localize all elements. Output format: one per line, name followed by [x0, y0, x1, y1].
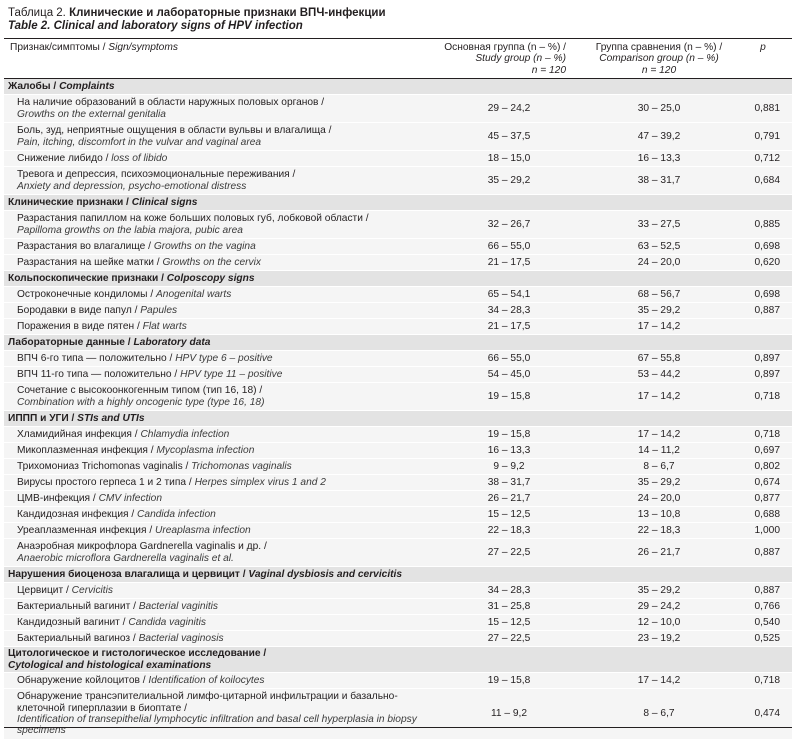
cell-study-group: 9 – 9,2 [434, 459, 584, 475]
row-label-ru: Бородавки в виде папул / [17, 305, 138, 317]
cell-study-group: 27 – 22,5 [434, 631, 584, 647]
cell-study-group: 15 – 12,5 [434, 507, 584, 523]
cell-study-group: 22 – 18,3 [434, 523, 584, 539]
cell-comparison-group: 8 – 6,7 [584, 689, 734, 740]
row-label [4, 211, 434, 239]
cell-study-group: 38 – 31,7 [434, 475, 584, 491]
section-title [4, 195, 792, 211]
row-label-en: CMV infection [98, 493, 162, 505]
table-row [4, 631, 792, 647]
cell-comparison-group: 30 – 25,0 [584, 95, 734, 123]
header-p: p [734, 39, 792, 79]
row-label [4, 491, 434, 507]
section-title-en: Cytological and histological examinations [8, 659, 212, 671]
section-title-ru: Нарушения биоценоза влагалища и цервицит / [8, 569, 246, 581]
table-row [4, 673, 792, 689]
row-label-en: HPV type 6 – positive [175, 353, 273, 365]
cell-comparison-group: 67 – 55,8 [584, 351, 734, 367]
row-label-ru: ВПЧ 6-го типа — положительно / [17, 353, 173, 365]
cell-comparison-group: 53 – 44,2 [584, 367, 734, 383]
row-label-en: Candida infection [137, 509, 216, 521]
cell-comparison-group: 17 – 14,2 [584, 319, 734, 335]
cell-p-value: 0,718 [734, 673, 792, 689]
table-row [4, 351, 792, 367]
cell-comparison-group: 47 – 39,2 [584, 123, 734, 151]
cell-study-group: 35 – 29,2 [434, 167, 584, 195]
cell-study-group: 34 – 28,3 [434, 303, 584, 319]
cell-p-value: 0,897 [734, 351, 792, 367]
row-label-en: Ureaplasma infection [155, 525, 251, 537]
table-bottom-rule [4, 727, 792, 728]
row-label [4, 123, 434, 151]
row-label-ru: Разрастания на шейке матки / [17, 257, 160, 269]
section-title-en: Vaginal dysbiosis and cervicitis [248, 569, 403, 581]
row-label-ru: Хламидийная инфекция / [17, 429, 138, 441]
row-label [4, 539, 434, 567]
row-label-en: Trichomonas vaginalis [191, 461, 292, 473]
row-label-ru: Остроконечные кондиломы / [17, 289, 154, 301]
section-title [4, 79, 792, 95]
data-table [4, 38, 792, 740]
cell-p-value: 0,887 [734, 539, 792, 567]
cell-study-group: 18 – 15,0 [434, 151, 584, 167]
caption-title-ru: Клинические и лабораторные признаки ВПЧ-инфекции [69, 7, 386, 19]
cell-study-group: 15 – 12,5 [434, 615, 584, 631]
section-row [4, 271, 792, 287]
cell-study-group: 21 – 17,5 [434, 255, 584, 271]
row-label [4, 599, 434, 615]
table-row [4, 255, 792, 271]
cell-comparison-group: 38 – 31,7 [584, 167, 734, 195]
section-row [4, 335, 792, 351]
cell-study-group: 26 – 21,7 [434, 491, 584, 507]
row-label-en: Anogenital warts [156, 289, 232, 301]
row-label-ru: Сочетание с высокоонкогенным типом (тип 16, 18) / [17, 385, 263, 397]
cell-comparison-group: 17 – 14,2 [584, 383, 734, 411]
cell-comparison-group: 22 – 18,3 [584, 523, 734, 539]
row-label-en: Chlamydia infection [140, 429, 230, 441]
cell-study-group: 16 – 13,3 [434, 443, 584, 459]
table-row [4, 95, 792, 123]
row-label-ru: На наличие образований в области наружных половых органов / [17, 97, 325, 109]
table-row [4, 427, 792, 443]
cell-study-group: 34 – 28,3 [434, 583, 584, 599]
row-label [4, 507, 434, 523]
cell-p-value: 0,887 [734, 303, 792, 319]
row-label [4, 367, 434, 383]
row-label-ru: Тревога и депрессия, психоэмоциональные переживания / [17, 169, 296, 181]
cell-comparison-group: 63 – 52,5 [584, 239, 734, 255]
row-label [4, 351, 434, 367]
row-label-ru: Обнаружение койлоцитов / [17, 674, 146, 686]
caption-title-en: Table 2. Clinical and laboratory signs of HPV infection [8, 20, 303, 32]
cell-study-group: 27 – 22,5 [434, 539, 584, 567]
table-row [4, 211, 792, 239]
section-title-ru: Цитологическое и гистологическое исследование / [8, 648, 267, 660]
row-label-ru: ВПЧ 11-го типа — положительно / [17, 369, 178, 381]
section-row [4, 411, 792, 427]
row-label [4, 383, 434, 411]
row-label-ru: Микоплазменная инфекция / [17, 445, 154, 457]
cell-comparison-group: 68 – 56,7 [584, 287, 734, 303]
section-title-en: Laboratory data [133, 337, 211, 349]
row-label [4, 303, 434, 319]
cell-comparison-group: 17 – 14,2 [584, 673, 734, 689]
row-label-ru: Обнаружение трансэпителиальной лимфо-цитарной инфильтрации и базально-клеточной гиперплазии в биоптате / [17, 691, 398, 714]
cell-comparison-group: 35 – 29,2 [584, 475, 734, 491]
row-label-en: Anaerobic microflora Gardnerella vaginalis et al. [17, 552, 234, 564]
row-label-en: Flat warts [142, 321, 187, 333]
row-label-en: Mycoplasma infection [156, 445, 255, 457]
section-title-ru: Лабораторные данные / [8, 337, 131, 349]
table-row [4, 443, 792, 459]
cell-p-value: 0,698 [734, 287, 792, 303]
row-label-en: Candida vaginitis [128, 617, 206, 629]
row-label-en: Bacterial vaginitis [138, 601, 219, 613]
table-row [4, 287, 792, 303]
table-row [4, 583, 792, 599]
cell-p-value: 0,802 [734, 459, 792, 475]
row-label [4, 167, 434, 195]
cell-p-value: 0,718 [734, 383, 792, 411]
cell-study-group: 19 – 15,8 [434, 383, 584, 411]
section-title-en: Complaints [59, 81, 115, 93]
cell-p-value: 0,620 [734, 255, 792, 271]
row-label [4, 475, 434, 491]
row-label-en: Growths on the cervix [162, 257, 261, 269]
row-label-ru: ЦМВ-инфекция / [17, 493, 96, 505]
row-label-en: Identification of koilocytes [148, 674, 265, 686]
table-row [4, 523, 792, 539]
section-title-ru: Жалобы / [8, 81, 57, 93]
cell-p-value: 0,881 [734, 95, 792, 123]
section-title [4, 647, 792, 673]
row-label [4, 255, 434, 271]
cell-p-value: 0,540 [734, 615, 792, 631]
row-label-ru: Разрастания папиллом на коже больших половых губ, лобковой области / [17, 213, 369, 225]
table-row [4, 491, 792, 507]
cell-p-value: 0,718 [734, 427, 792, 443]
row-label-en: Anxiety and depression, psycho-emotional distress [17, 180, 247, 192]
row-label [4, 95, 434, 123]
cell-p-value: 0,877 [734, 491, 792, 507]
cell-p-value: 0,684 [734, 167, 792, 195]
header-study-group [434, 39, 584, 79]
cell-p-value: 0,698 [734, 239, 792, 255]
caption-label: Таблица 2. [8, 7, 66, 19]
cell-comparison-group: 24 – 20,0 [584, 491, 734, 507]
row-label [4, 615, 434, 631]
row-label-en: Cervicitis [71, 585, 113, 597]
cell-p-value: 0,674 [734, 475, 792, 491]
section-title [4, 335, 792, 351]
row-label-en: Combination with a highly oncogenic type (type 16, 18) [17, 396, 265, 408]
header-comp-n: n = 120 [641, 64, 677, 76]
row-label-ru: Бактериальный вагинит / [17, 601, 136, 613]
header-sign-en: Sign/symptoms [108, 42, 178, 53]
cell-study-group: 19 – 15,8 [434, 673, 584, 689]
cell-comparison-group: 8 – 6,7 [584, 459, 734, 475]
row-label-ru: Кандидозная инфекция / [17, 509, 135, 521]
row-label-ru: Уреаплазменная инфекция / [17, 525, 153, 537]
table-row [4, 539, 792, 567]
row-label [4, 151, 434, 167]
table-row [4, 459, 792, 475]
table-caption [0, 0, 800, 31]
row-label-ru: Трихомониаз Trichomonas vaginalis / [17, 461, 189, 473]
table-row [4, 123, 792, 151]
row-label-en: Growths on the vagina [153, 241, 256, 253]
section-title [4, 567, 792, 583]
cell-study-group: 45 – 37,5 [434, 123, 584, 151]
cell-study-group: 31 – 25,8 [434, 599, 584, 615]
cell-p-value: 0,791 [734, 123, 792, 151]
cell-study-group: 54 – 45,0 [434, 367, 584, 383]
section-title [4, 411, 792, 427]
row-label-en: Identification of transepithelial lymphocytic infiltration and basal cell hyperplasia in biopsy specimens [17, 714, 417, 737]
cell-comparison-group: 24 – 20,0 [584, 255, 734, 271]
section-title-en: Clinical signs [131, 197, 198, 209]
row-label [4, 459, 434, 475]
row-label-ru: Анаэробная микрофлора Gardnerella vaginalis и др. / [17, 541, 267, 553]
table-header-row [4, 39, 792, 79]
row-label-ru: Поражения в виде пятен / [17, 321, 140, 333]
cell-comparison-group: 29 – 24,2 [584, 599, 734, 615]
table-row [4, 151, 792, 167]
row-label-ru: Боль, зуд, неприятные ощущения в области вульвы и влагалища / [17, 125, 332, 137]
row-label [4, 287, 434, 303]
row-label-ru: Вирусы простого герпеса 1 и 2 типа / [17, 477, 192, 489]
row-label-ru: Бактериальный вагиноз / [17, 633, 136, 645]
row-label-en: Herpes simplex virus 1 and 2 [194, 477, 326, 489]
cell-study-group: 66 – 55,0 [434, 351, 584, 367]
cell-study-group: 65 – 54,1 [434, 287, 584, 303]
section-title-ru: ИППП и УГИ / [8, 413, 75, 425]
row-label-ru: Разрастания во влагалище / [17, 241, 151, 253]
table-body [4, 79, 792, 740]
cell-study-group: 29 – 24,2 [434, 95, 584, 123]
cell-study-group: 11 – 9,2 [434, 689, 584, 740]
row-label [4, 631, 434, 647]
section-title-en: STIs and UTIs [77, 413, 145, 425]
table-row [4, 507, 792, 523]
row-label-ru: Цервицит / [17, 585, 69, 597]
cell-comparison-group: 17 – 14,2 [584, 427, 734, 443]
table-container [4, 38, 792, 740]
header-comparison-group [584, 39, 734, 79]
section-title-ru: Кольпоскопические признаки / [8, 273, 164, 285]
section-row [4, 195, 792, 211]
header-sign-ru: Признак/симптомы / [10, 42, 106, 53]
row-label [4, 443, 434, 459]
row-label [4, 427, 434, 443]
cell-p-value: 0,697 [734, 443, 792, 459]
table-row [4, 167, 792, 195]
table-row [4, 319, 792, 335]
cell-comparison-group: 23 – 19,2 [584, 631, 734, 647]
row-label [4, 673, 434, 689]
header-sign [4, 39, 434, 79]
cell-study-group: 21 – 17,5 [434, 319, 584, 335]
cell-p-value [734, 319, 792, 335]
row-label [4, 583, 434, 599]
header-comp-en: Comparison group (n – %) [599, 53, 719, 65]
cell-comparison-group: 14 – 11,2 [584, 443, 734, 459]
cell-study-group: 66 – 55,0 [434, 239, 584, 255]
header-comp-ru: Группа сравнения (n – %) / [595, 42, 723, 53]
table-row [4, 367, 792, 383]
section-row [4, 647, 792, 673]
header-study-ru: Основная группа (n – %) / [444, 42, 566, 53]
section-title-ru: Клинические признаки / [8, 197, 129, 209]
cell-study-group: 32 – 26,7 [434, 211, 584, 239]
cell-comparison-group: 12 – 10,0 [584, 615, 734, 631]
cell-comparison-group: 35 – 29,2 [584, 303, 734, 319]
row-label-en: loss of libido [111, 153, 168, 165]
row-label [4, 319, 434, 335]
cell-p-value: 1,000 [734, 523, 792, 539]
cell-p-value: 0,688 [734, 507, 792, 523]
cell-comparison-group: 13 – 10,8 [584, 507, 734, 523]
header-study-n: n = 120 [531, 64, 566, 76]
row-label-en: HPV type 11 – positive [180, 369, 283, 381]
cell-p-value: 0,766 [734, 599, 792, 615]
row-label [4, 239, 434, 255]
row-label-en: Papilloma growths on the labia majora, pubic area [17, 224, 243, 236]
row-label-en: Papules [140, 305, 178, 317]
row-label-en: Growths on the external genitalia [17, 108, 166, 120]
cell-p-value: 0,897 [734, 367, 792, 383]
row-label-ru: Кандидозный вагинит / [17, 617, 126, 629]
table-row [4, 383, 792, 411]
table-row [4, 615, 792, 631]
cell-comparison-group: 33 – 27,5 [584, 211, 734, 239]
section-row [4, 567, 792, 583]
cell-p-value: 0,525 [734, 631, 792, 647]
section-row [4, 79, 792, 95]
row-label-en: Bacterial vaginosis [138, 633, 224, 645]
row-label-en: Pain, itching, discomfort in the vulvar and vaginal area [17, 136, 262, 148]
section-title-en: Colposcopy signs [166, 273, 255, 285]
cell-comparison-group: 16 – 13,3 [584, 151, 734, 167]
cell-p-value: 0,887 [734, 583, 792, 599]
table-row [4, 303, 792, 319]
table-row [4, 475, 792, 491]
section-title [4, 271, 792, 287]
row-label [4, 523, 434, 539]
cell-p-value: 0,712 [734, 151, 792, 167]
header-study-en: Study group (n – %) [475, 53, 566, 65]
table-row [4, 239, 792, 255]
row-label-ru: Снижение либидо / [17, 153, 109, 165]
cell-p-value: 0,885 [734, 211, 792, 239]
cell-p-value: 0,474 [734, 689, 792, 740]
cell-study-group: 19 – 15,8 [434, 427, 584, 443]
cell-comparison-group: 35 – 29,2 [584, 583, 734, 599]
cell-comparison-group: 26 – 21,7 [584, 539, 734, 567]
table-row [4, 599, 792, 615]
